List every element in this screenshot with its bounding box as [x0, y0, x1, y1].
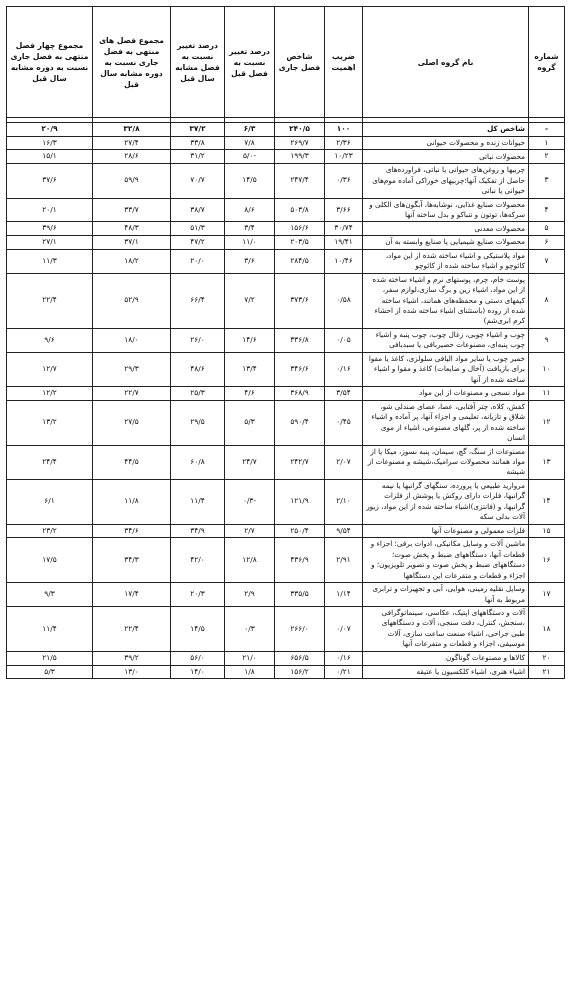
table-row [7, 236, 565, 250]
index-cell: ۲۰۳/۵ [275, 236, 325, 250]
cum-four-cell: ۱۵/۱ [7, 150, 93, 164]
group-no-cell: ۲۱ [529, 665, 565, 679]
pct-same-cell: ۴۲/۰ [171, 538, 225, 583]
weight-cell: ۱/۱۴ [325, 583, 363, 607]
cum-four-cell: ۱۳/۲ [7, 400, 93, 445]
pct-same-cell: ۱۴/۵ [171, 607, 225, 652]
table-row [7, 198, 565, 222]
group-name-cell: محصولات صنایع شیمیایی یا صنایع وابسته به آن [363, 236, 529, 250]
group-name-cell: فلزات معمولی و مصنوعات آنها [363, 524, 529, 538]
group-name-cell: وسایل نقلیه زمینی، هوایی، آبی و تجهیزات و ترابری مربوط به آنها [363, 583, 529, 607]
pct-same-cell: ۳۱/۲ [171, 150, 225, 164]
group-no-cell: ۱۴ [529, 479, 565, 524]
group-name-cell: چوب و اشیاء چوبی، زغال چوب، چوب پنبه و اشیاء چوب پنبه‌ای، مصنوعات حصیربافی یا سبدبافی [363, 328, 529, 352]
cum-mid-cell: ۲۲/۴ [93, 607, 171, 652]
group-name-cell: کفش، کلاه، چتر آفتابی، عصا، عصای صندلی شو، شلاق و تازیانه، تعلیمی و اجزاء آنها، پر آماده و اشیاء ساخته شده از پر، گلهای مصنوعی، اشیاء از موی انسان [363, 400, 529, 445]
pct-prev-cell: ۰/۳ [225, 607, 275, 652]
pct-prev-cell: ۴/۶ [225, 387, 275, 401]
cum-mid-cell: ۲۹/۳ [93, 352, 171, 386]
group-no-cell: ۱۷ [529, 583, 565, 607]
group-no-cell: ۳ [529, 164, 565, 198]
cum-four-cell: ۵/۳ [7, 665, 93, 679]
header-weight: ضریب اهمیت [325, 7, 363, 118]
group-no-cell: ۱۲ [529, 400, 565, 445]
cum-four-cell: ۳۷/۶ [7, 164, 93, 198]
group-name-cell: خمیر چوب یا سایر مواد الیافی سلولزی، کاغذ یا مقوا برای بازیافت (آخال و ضایعات) کاغذ و مقوا و اشیاء ساخته شده از آنها [363, 352, 529, 386]
cum-four-cell: ۱۱/۴ [7, 607, 93, 652]
pct-same-cell: ۲۶/۰ [171, 328, 225, 352]
pct-prev-cell: ۸/۶ [225, 198, 275, 222]
table-row [7, 352, 565, 386]
cum-mid-cell: ۱۷/۴ [93, 583, 171, 607]
pct-same-cell: ۵۶/۰ [171, 651, 225, 665]
table-row [7, 328, 565, 352]
table-body [7, 123, 565, 679]
pct-prev-cell: ۳/۶ [225, 249, 275, 273]
group-no-cell: ۱۶ [529, 538, 565, 583]
table-row [7, 524, 565, 538]
table-row [7, 150, 565, 164]
header-row [7, 7, 565, 118]
index-cell: ۲۶۶/۰ [275, 607, 325, 652]
table-row [7, 387, 565, 401]
pct-prev-cell: ۲/۹ [225, 583, 275, 607]
cum-four-cell: ۲۰/۱ [7, 198, 93, 222]
cum-four-cell: ۱۱/۳ [7, 249, 93, 273]
group-name-cell: مواد پلاستیکی و اشیاء ساخته شده از این مواد، کائوچو و اشیاء ساخته شده از کائوچو [363, 249, 529, 273]
cum-mid-cell: ۱۸/۲ [93, 249, 171, 273]
weight-cell: ۰/۱۶ [325, 651, 363, 665]
pct-prev-cell: ۲۴/۷ [225, 445, 275, 479]
group-name-cell: پوست خام، چرم، پوستهای نرم و اشیاء ساخته شده از این مواد، اشیاء زین و برگ سازی،لوازم سفر، کیفهای دستی و محفظه‌های همانند، اشیاء ساخته شده از روده (باستثنای اشیاء ساخته شده از احشاء کرم ابری‌شم) [363, 273, 529, 328]
weight-cell: ۲/۳۶ [325, 136, 363, 150]
weight-cell: ۳/۶۶ [325, 198, 363, 222]
group-name-cell: محصولات معدنی [363, 222, 529, 236]
cum-four-cell: ۲۳/۲ [7, 524, 93, 538]
pct-same-cell: ۶۰/۸ [171, 445, 225, 479]
cum-mid-cell: ۵۹/۹ [93, 164, 171, 198]
index-cell: ۲۴۰/۵ [275, 123, 325, 137]
pct-same-cell: ۲۹/۵ [171, 400, 225, 445]
pct-same-cell: ۳۳/۸ [171, 136, 225, 150]
table-row [7, 583, 565, 607]
weight-cell: ۰/۱۶ [325, 352, 363, 386]
cum-mid-cell: ۳۲/۸ [93, 123, 171, 137]
table-row [7, 273, 565, 328]
index-cell: ۲۴۷/۴ [275, 164, 325, 198]
pct-prev-cell: ۱/۸ [225, 665, 275, 679]
group-name-cell: حیوانات زنده و محصولات حیوانی [363, 136, 529, 150]
weight-cell: ۰/۵۸ [325, 273, 363, 328]
cum-four-cell: ۳۹/۶ [7, 222, 93, 236]
pct-same-cell: ۲۵/۳ [171, 387, 225, 401]
pct-prev-cell: ۰/۳- [225, 479, 275, 524]
table-row [7, 607, 565, 652]
index-cell: ۲۵۰/۴ [275, 524, 325, 538]
pct-same-cell: ۱۴/۰ [171, 665, 225, 679]
pct-prev-cell: ۵/۳ [225, 400, 275, 445]
index-cell: ۵۰۳/۸ [275, 198, 325, 222]
index-cell: ۱۵۶/۲ [275, 665, 325, 679]
cum-four-cell: ۶/۱ [7, 479, 93, 524]
pct-prev-cell: ۱۴/۶ [225, 328, 275, 352]
cum-mid-cell: ۳۴/۳ [93, 538, 171, 583]
cum-mid-cell: ۲۷/۵ [93, 400, 171, 445]
cum-mid-cell: ۴۸/۳ [93, 222, 171, 236]
weight-cell: ۳۰/۷۴ [325, 222, 363, 236]
cum-mid-cell: ۴۴/۵ [93, 445, 171, 479]
pct-prev-cell: ۷/۸ [225, 136, 275, 150]
table-row [7, 164, 565, 198]
group-no-cell: ۶ [529, 236, 565, 250]
cum-mid-cell: ۲۲/۷ [93, 387, 171, 401]
pct-same-cell: ۴۷/۲ [171, 236, 225, 250]
pct-same-cell: ۱۱/۴ [171, 479, 225, 524]
weight-cell: ۹/۵۴ [325, 524, 363, 538]
pct-prev-cell: ۱۲/۸ [225, 538, 275, 583]
weight-cell: ۱۰۰ [325, 123, 363, 137]
pct-prev-cell: ۳/۴ [225, 222, 275, 236]
cum-mid-cell: ۳۳/۷ [93, 198, 171, 222]
pct-same-cell: ۵۱/۳ [171, 222, 225, 236]
group-no-cell: ۱۳ [529, 445, 565, 479]
cum-four-cell: ۲۷/۱ [7, 236, 93, 250]
total-row [7, 123, 565, 137]
group-no-cell: ۲ [529, 150, 565, 164]
group-no-cell: ۲۰ [529, 651, 565, 665]
cum-mid-cell: ۳۷/۱ [93, 236, 171, 250]
pct-prev-cell: ۱۱/۰ [225, 236, 275, 250]
pct-same-cell: ۷۰/۷ [171, 164, 225, 198]
pct-same-cell: ۳۷/۲ [171, 123, 225, 137]
index-cell: ۱۲۱/۹ [275, 479, 325, 524]
header-pct-same: درصد تغییر نسبت به فصل مشابه سال قبل [171, 7, 225, 118]
group-name-cell: اشیاء هنری، اشیاء کلکسیون یا عتیقه [363, 665, 529, 679]
header-cum-mid: مجموع فصل های منتهی به فصل جاری نسبت به دوره مشابه سال قبل [93, 7, 171, 118]
group-no-cell: ۴ [529, 198, 565, 222]
table-row [7, 479, 565, 524]
header-pct-prev: درصد تغییر نسبت به فصل قبل [225, 7, 275, 118]
index-cell: ۳۷۳/۶ [275, 273, 325, 328]
group-name-cell: محصولات صنایع غذایی، نوشابه‌ها، آبگون‌های الکلی و سرکه‌ها، توتون و تنباکو و بدل ساخته آنها [363, 198, 529, 222]
group-no-cell: ۹ [529, 328, 565, 352]
weight-cell: ۱۹/۴۱ [325, 236, 363, 250]
index-cell: ۳۳۵/۵ [275, 583, 325, 607]
group-name-cell: شاخص کل [363, 123, 529, 137]
pct-prev-cell: ۱۴/۵ [225, 164, 275, 198]
cum-mid-cell: ۳۴/۶ [93, 524, 171, 538]
pct-same-cell: ۴۸/۶ [171, 352, 225, 386]
table-row [7, 445, 565, 479]
group-name-cell: چربیها و روغن‌های حیوانی یا نباتی، فراورده‌های حاصل از تفکیک آنها؛چربیهای خوراکی آماده موم‌های حیوانی یا نباتی [363, 164, 529, 198]
weight-cell: ۱۰/۲۳ [325, 150, 363, 164]
pct-prev-cell: ۶/۳ [225, 123, 275, 137]
group-no-cell: ۱۰ [529, 352, 565, 386]
group-no-cell: ۵ [529, 222, 565, 236]
weight-cell: ۰/۰۷ [325, 607, 363, 652]
cum-mid-cell: ۲۸/۶ [93, 150, 171, 164]
weight-cell: ۰/۰۵ [325, 328, 363, 352]
group-no-cell: ۱۸ [529, 607, 565, 652]
cum-four-cell: ۲۴/۴ [7, 445, 93, 479]
cum-four-cell: ۲۱/۵ [7, 651, 93, 665]
header-index: شاخص فصل جاری [275, 7, 325, 118]
cum-mid-cell: ۵۲/۹ [93, 273, 171, 328]
cum-mid-cell: ۳۹/۲ [93, 651, 171, 665]
pct-same-cell: ۳۸/۷ [171, 198, 225, 222]
cum-four-cell: ۲۰/۹ [7, 123, 93, 137]
cum-four-cell: ۱۶/۳ [7, 136, 93, 150]
group-name-cell: مواد نسجی و مصنوعات از این مواد [363, 387, 529, 401]
pct-prev-cell: ۲۱/۰ [225, 651, 275, 665]
group-name-cell: مرواريد طبيعي يا پرورده، سنگهای گرانبها یا نیمه گرانبها، فلزات دارای روکش یا پوشش از فلزات گرانبها، و (فانتزی)اشیاء ساخته شده از این مواد، زیور آلات بدلی سکه [363, 479, 529, 524]
pct-prev-cell: ۲/۷ [225, 524, 275, 538]
weight-cell: ۱۰/۴۶ [325, 249, 363, 273]
weight-cell: ۰/۲۱ [325, 665, 363, 679]
cum-four-cell: ۲۲/۴ [7, 273, 93, 328]
cum-mid-cell: ۱۸/۰ [93, 328, 171, 352]
pct-prev-cell: ۷/۲ [225, 273, 275, 328]
index-cell: ۵۹۰/۴ [275, 400, 325, 445]
index-cell: ۲۴۲/۷ [275, 445, 325, 479]
cum-four-cell: ۱۷/۵ [7, 538, 93, 583]
index-cell: ۳۴۶/۶ [275, 352, 325, 386]
weight-cell: ۲/۱۰ [325, 479, 363, 524]
cum-four-cell: ۱۲/۷ [7, 352, 93, 386]
pct-same-cell: ۳۴/۹ [171, 524, 225, 538]
group-name-cell: کالاها و مصنوعات گوناگون [363, 651, 529, 665]
index-cell: ۴۳۶/۹ [275, 538, 325, 583]
index-cell: ۳۶۸/۹ [275, 387, 325, 401]
weight-cell: ۳/۵۴ [325, 387, 363, 401]
weight-cell: ۰/۳۶ [325, 164, 363, 198]
group-name-cell: مصنوعات از سنگ، گچ، سیمان، پنبه نسوز، میکا یا از مواد همانند محصولات سرامیک،شیشه و مصنوعات از شیشه [363, 445, 529, 479]
group-no-cell: ۸ [529, 273, 565, 328]
table-row [7, 665, 565, 679]
price-index-table [6, 6, 565, 679]
cum-four-cell: ۹/۶ [7, 328, 93, 352]
weight-cell: ۰/۴۵ [325, 400, 363, 445]
pct-prev-cell: ۱۳/۴ [225, 352, 275, 386]
group-no-cell: ۱ [529, 136, 565, 150]
cum-mid-cell: ۱۱/۸ [93, 479, 171, 524]
cum-mid-cell: ۲۷/۴ [93, 136, 171, 150]
table-row [7, 222, 565, 236]
header-group-name: نام گروه اصلی [363, 7, 529, 118]
cum-four-cell: ۹/۳ [7, 583, 93, 607]
pct-same-cell: ۶۶/۴ [171, 273, 225, 328]
group-name-cell: محصولات نباتی [363, 150, 529, 164]
weight-cell: ۲/۰۷ [325, 445, 363, 479]
table-row [7, 400, 565, 445]
cum-mid-cell: ۱۳/۰ [93, 665, 171, 679]
table-row [7, 538, 565, 583]
pct-same-cell: ۲۰/۳ [171, 583, 225, 607]
group-name-cell: ماشین آلات و وسایل مکانیکی، ادوات برقی؛ اجزاء و قطعات آنها، دستگاههای ضبط و پخش صوت؛ دستگاههای ضبط و پخش صوت و تصویر تلویزیون؛ و اجزاء و قطعات و متفرعات این دستگاهها [363, 538, 529, 583]
header-group-no: شماره گروه [529, 7, 565, 118]
pct-prev-cell: ۵/۰- [225, 150, 275, 164]
index-cell: ۱۹۹/۳ [275, 150, 325, 164]
group-no-cell: - [529, 123, 565, 137]
header-cum-four: مجموع چهار فصل منتهی به فصل جاری نسبت به دوره مشابه سال قبل [7, 7, 93, 118]
table-row [7, 249, 565, 273]
index-cell: ۲۸۴/۵ [275, 249, 325, 273]
weight-cell: ۲/۹۱ [325, 538, 363, 583]
table-row [7, 136, 565, 150]
group-no-cell: ۱۵ [529, 524, 565, 538]
index-cell: ۱۵۶/۶ [275, 222, 325, 236]
group-no-cell: ۷ [529, 249, 565, 273]
index-cell: ۶۵۶/۵ [275, 651, 325, 665]
cum-four-cell: ۱۲/۲ [7, 387, 93, 401]
table-row [7, 651, 565, 665]
index-cell: ۳۳۶/۸ [275, 328, 325, 352]
index-cell: ۲۶۹/۷ [275, 136, 325, 150]
group-name-cell: آلات و دستگاههای اپتیک، عکاسی، سینماتوگرافی ،سنجش، کنترل، دقت سنجی، آلات و دستگاههای طبی جراحی، اشیاء صنعت ساعت سازی، آلات موسیقی، اجزاء و قطعات و متفرعات آنها [363, 607, 529, 652]
pct-same-cell: ۲۰/۰ [171, 249, 225, 273]
group-no-cell: ۱۱ [529, 387, 565, 401]
